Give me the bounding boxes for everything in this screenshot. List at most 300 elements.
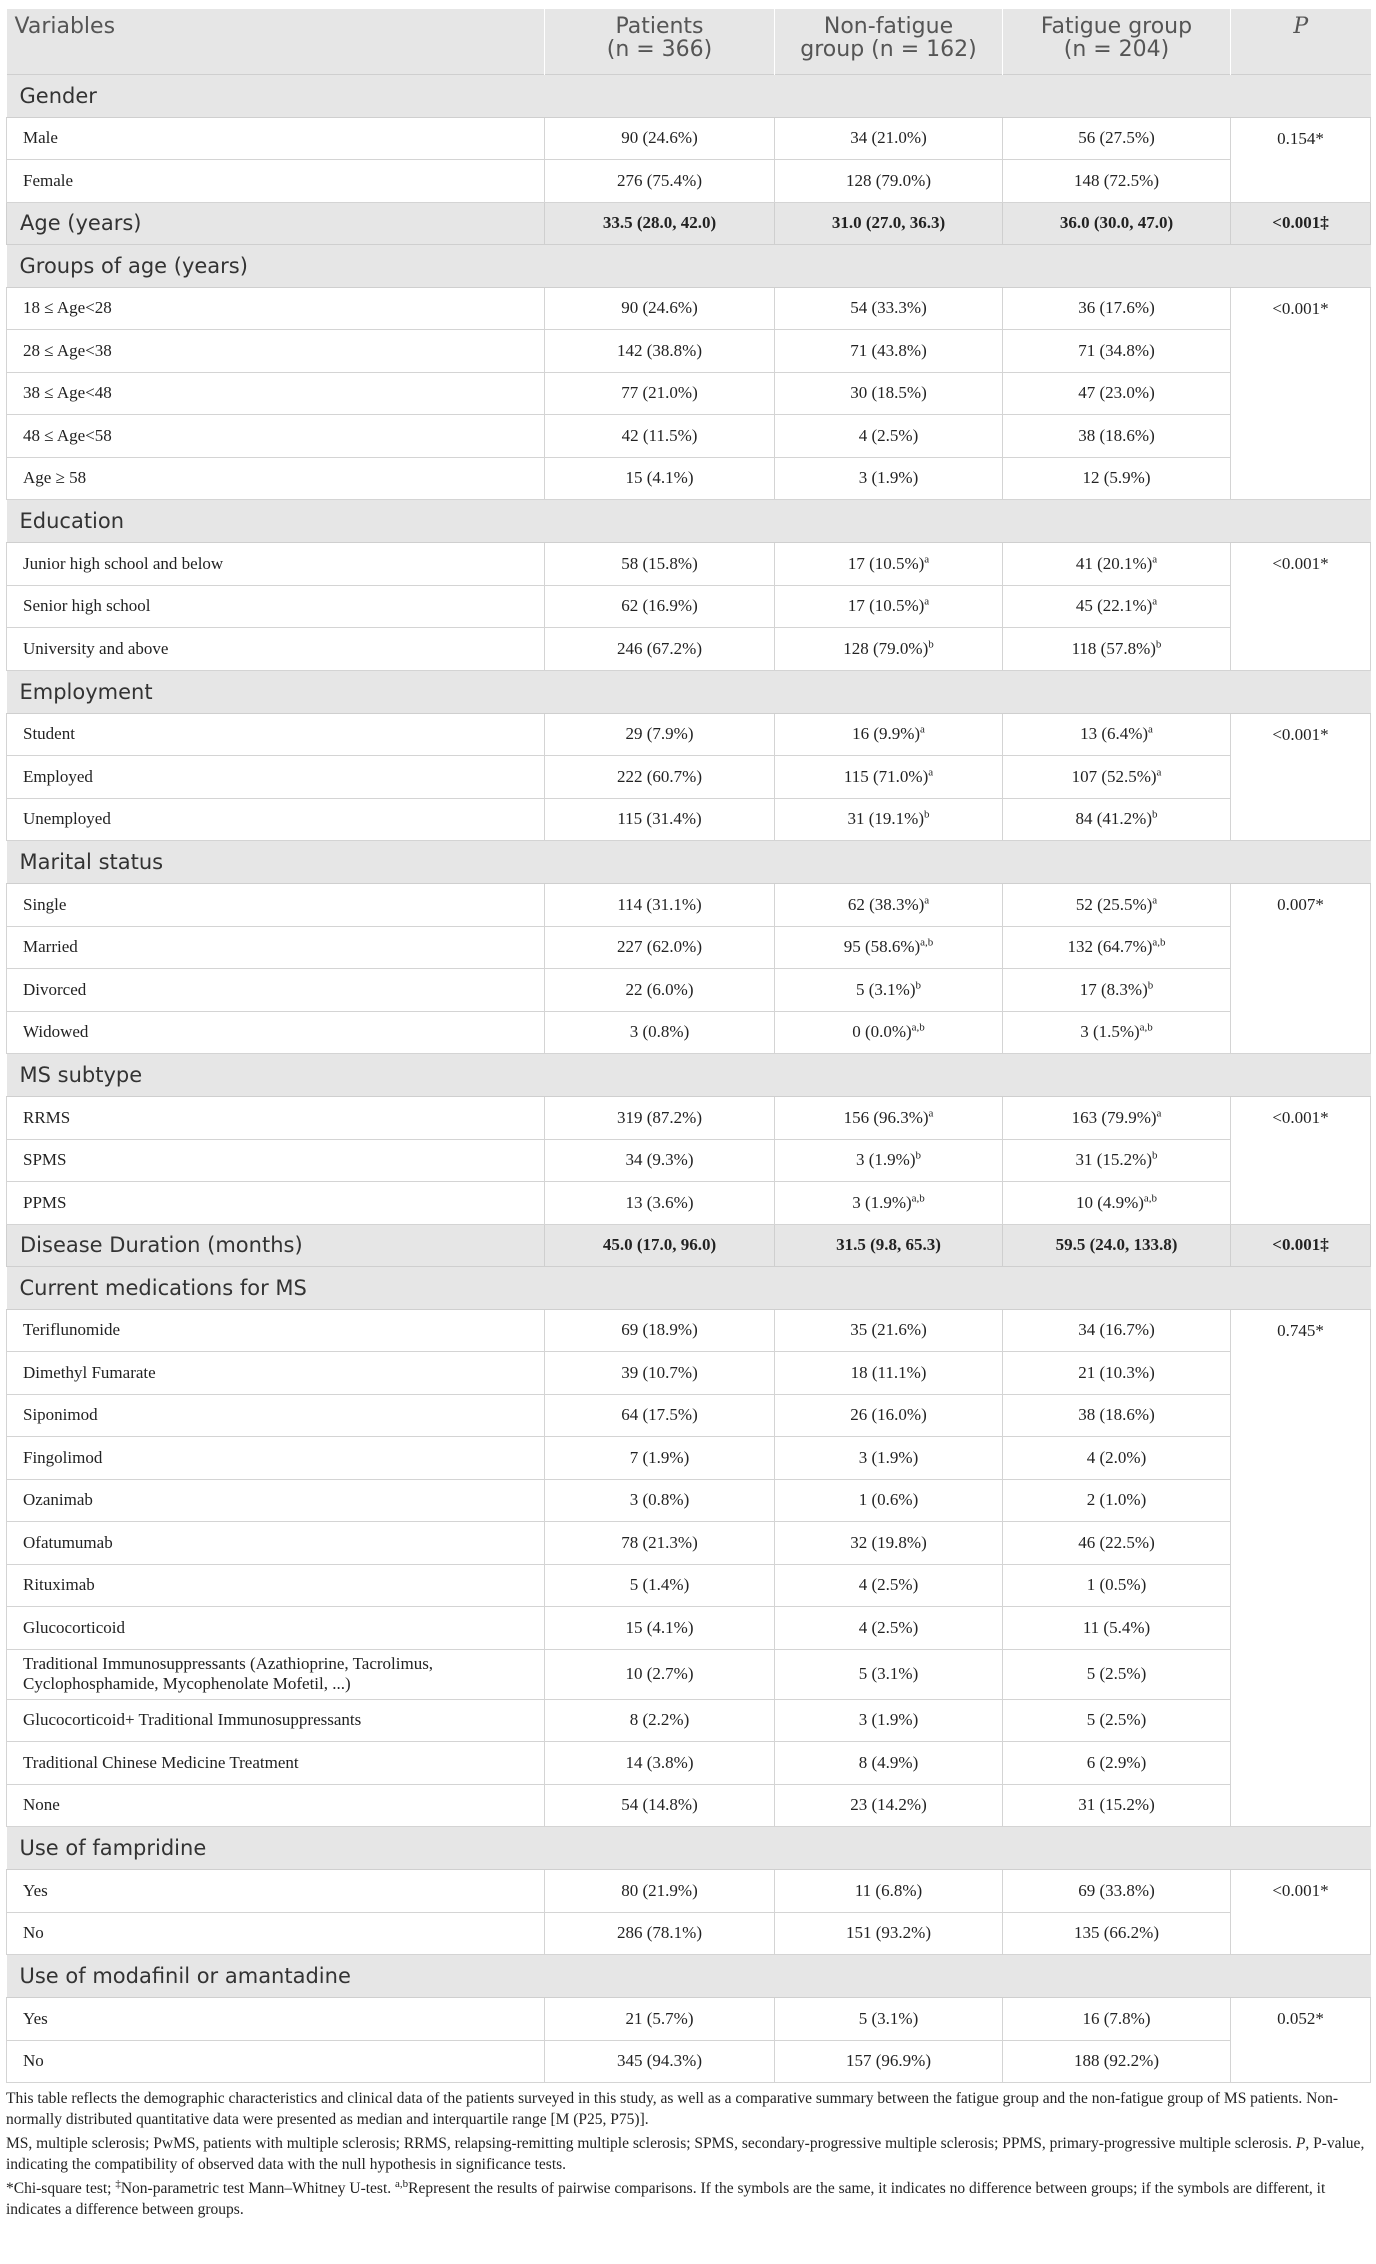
footnote-abbrev-text: MS, multiple sclerosis; PwMS, patients with multiple sclerosis; RRMS, relapsing-remitting multiple sclerosis; SPMS, secondary-progressive multiple sclerosis; PPMS, primary-progressive multiple sclerosis.	[6, 2135, 1292, 2152]
nonfatigue-value-text: 5 (3.1%)	[858, 2008, 919, 2028]
patients-value-text: 21 (5.7%)	[625, 2008, 694, 2028]
patients-value	[545, 585, 775, 628]
nonfatigue-value-superscript: a	[924, 595, 930, 608]
row-label-text: 38 ≤ Age<48	[23, 383, 112, 403]
table-row	[7, 1742, 1371, 1785]
fatigue-value-text: 118 (57.8%)	[1071, 638, 1156, 658]
row-label-text: Junior high school and below	[23, 553, 224, 573]
header-p	[1231, 9, 1371, 74]
nonfatigue-value	[775, 287, 1003, 330]
patients-value	[545, 1011, 775, 1054]
nonfatigue-value	[775, 1309, 1003, 1352]
nonfatigue-value-text: 17 (10.5%)	[847, 596, 925, 616]
row-label	[7, 1784, 545, 1827]
row-label	[7, 372, 545, 415]
nonfatigue-value	[775, 628, 1003, 671]
nonfatigue-value	[775, 1479, 1003, 1522]
nonfatigue-value-text: 30 (18.5%)	[850, 383, 927, 403]
fatigue-value-text: 188 (92.2%)	[1074, 2051, 1159, 2071]
table-body	[7, 74, 1371, 2083]
nonfatigue-value	[775, 372, 1003, 415]
patients-value-text: 345 (94.3%)	[617, 2051, 702, 2071]
row-label-text: Siponimod	[23, 1405, 98, 1425]
p-value: 0.007*	[1231, 884, 1371, 1054]
row-label-text: Traditional Immunosuppressants (Azathioprine, Tacrolimus,	[23, 1654, 434, 1673]
nonfatigue-value	[775, 1784, 1003, 1827]
table-footnotes	[6, 2089, 1370, 2220]
footnote-double-dagger: ‡	[115, 2177, 121, 2190]
patients-value-text: 13 (3.6%)	[625, 1192, 694, 1212]
header-patients-n: (n = 366)	[606, 37, 713, 62]
nonfatigue-value-superscript: a,b	[911, 1192, 925, 1205]
nonfatigue-value	[775, 2040, 1003, 2083]
table-row	[7, 628, 1371, 671]
fatigue-value-text: 71 (34.8%)	[1078, 340, 1155, 360]
row-label-text: Disease Duration (months)	[20, 1233, 303, 1257]
fatigue-value-superscript: a	[1152, 894, 1158, 907]
nonfatigue-value	[775, 1522, 1003, 1565]
table-row	[7, 1607, 1371, 1650]
table-row	[7, 585, 1371, 628]
nonfatigue-value	[775, 117, 1003, 160]
fatigue-value	[1003, 798, 1231, 841]
nonfatigue-value-superscript: b	[915, 979, 921, 992]
patients-value-text: 3 (0.8%)	[629, 1022, 690, 1042]
fatigue-value	[1003, 1564, 1231, 1607]
section-header-row	[7, 74, 1371, 117]
nonfatigue-value	[775, 457, 1003, 500]
fatigue-value-text: 6 (2.9%)	[1086, 1752, 1147, 1772]
footnote-tests	[6, 2179, 1370, 2220]
row-label-text: Employed	[23, 766, 93, 786]
row-label	[7, 628, 545, 671]
fatigue-value-text: 38 (18.6%)	[1078, 425, 1155, 445]
row-label	[7, 160, 545, 203]
nonfatigue-value-text: 32 (19.8%)	[850, 1532, 927, 1552]
footnote-p-text: , P-value, indicating the compatibility of observed data with the null hypothesis in significance tests.	[6, 2135, 1365, 2173]
nonfatigue-value-text: 71 (43.8%)	[850, 340, 927, 360]
table-row	[7, 969, 1371, 1012]
fatigue-value-text: 2 (1.0%)	[1086, 1490, 1147, 1510]
patients-value	[545, 1352, 775, 1395]
fatigue-value	[1003, 1784, 1231, 1827]
row-label	[7, 1011, 545, 1054]
fatigue-value	[1003, 372, 1231, 415]
nonfatigue-value-text: 8 (4.9%)	[858, 1752, 919, 1772]
row-label-text: None	[23, 1795, 60, 1815]
nonfatigue-value	[775, 202, 1003, 244]
fatigue-value-text: 34 (16.7%)	[1078, 1320, 1155, 1340]
row-label	[7, 1742, 545, 1785]
row-label	[7, 1309, 545, 1352]
nonfatigue-value	[775, 1097, 1003, 1140]
row-label-text: PPMS	[23, 1192, 67, 1212]
fatigue-value	[1003, 884, 1231, 927]
row-label	[7, 2040, 545, 2083]
row-label-text: 28 ≤ Age<38	[23, 340, 112, 360]
row-label	[7, 1437, 545, 1480]
fatigue-value	[1003, 457, 1231, 500]
nonfatigue-value	[775, 756, 1003, 799]
table-row	[7, 798, 1371, 841]
nonfatigue-value-superscript: b	[915, 1149, 921, 1162]
row-label	[7, 1699, 545, 1742]
patients-value-text: 222 (60.7%)	[617, 766, 702, 786]
fatigue-value	[1003, 1522, 1231, 1565]
row-label	[7, 1607, 545, 1650]
patients-value-text: 78 (21.3%)	[621, 1532, 698, 1552]
section-header: Employment	[7, 670, 1371, 713]
fatigue-value-text: 16 (7.8%)	[1082, 2008, 1151, 2028]
patients-value	[545, 756, 775, 799]
patients-value-text: 62 (16.9%)	[621, 596, 698, 616]
row-label	[7, 585, 545, 628]
nonfatigue-value-superscript: a,b	[920, 936, 934, 949]
section-header-row	[7, 500, 1371, 543]
p-value: 0.154*	[1231, 117, 1371, 202]
fatigue-value-text: 84 (41.2%)	[1075, 809, 1152, 829]
fatigue-value-text: 31 (15.2%)	[1078, 1795, 1155, 1815]
row-label-text: Divorced	[23, 979, 87, 999]
row-label-text: Ozanimab	[23, 1490, 93, 1510]
nonfatigue-value-text: 34 (21.0%)	[850, 128, 927, 148]
fatigue-value	[1003, 1097, 1231, 1140]
row-label	[7, 1649, 545, 1699]
nonfatigue-value-text: 35 (21.6%)	[850, 1320, 927, 1340]
patients-value-text: 54 (14.8%)	[621, 1795, 698, 1815]
fatigue-value-superscript: a	[1152, 553, 1158, 566]
fatigue-value	[1003, 2040, 1231, 2083]
row-label	[7, 884, 545, 927]
row-label	[7, 1564, 545, 1607]
nonfatigue-value-text: 3 (1.9%)	[858, 468, 919, 488]
fatigue-value	[1003, 202, 1231, 244]
fatigue-value-text: 56 (27.5%)	[1078, 128, 1155, 148]
patients-value	[545, 884, 775, 927]
table-row	[7, 372, 1371, 415]
table-row	[7, 1912, 1371, 1955]
table-row	[7, 1649, 1371, 1699]
footnote-p-symbol: P	[1295, 2135, 1306, 2152]
row-label-text: Glucocorticoid+ Traditional Immunosuppressants	[23, 1710, 362, 1730]
patients-value-text: 77 (21.0%)	[621, 383, 698, 403]
fatigue-value-superscript: a,b	[1139, 1021, 1153, 1034]
nonfatigue-value	[775, 1870, 1003, 1913]
table-row	[7, 756, 1371, 799]
row-label	[7, 756, 545, 799]
p-value: <0.001*	[1231, 1870, 1371, 1955]
nonfatigue-value-superscript: a	[928, 766, 934, 779]
table-row	[7, 1479, 1371, 1522]
nonfatigue-value-text: 31.5 (9.8, 65.3)	[836, 1235, 941, 1254]
nonfatigue-value	[775, 1352, 1003, 1395]
continuous-row	[7, 1224, 1371, 1266]
fatigue-value-text: 38 (18.6%)	[1078, 1405, 1155, 1425]
fatigue-value-text: 36 (17.6%)	[1078, 298, 1155, 318]
row-label	[7, 1224, 545, 1266]
nonfatigue-value	[775, 1224, 1003, 1266]
row-label-text: Teriflunomide	[23, 1320, 121, 1340]
footnote-pairwise: Represent the results of pairwise comparisons. If the symbols are the same, it indicates no difference between groups; if the symbols are different, it indicates a difference between groups.	[6, 2180, 1326, 2218]
nonfatigue-value	[775, 1182, 1003, 1225]
nonfatigue-value	[775, 798, 1003, 841]
fatigue-value	[1003, 1011, 1231, 1054]
patients-value-text: 5 (1.4%)	[629, 1575, 690, 1595]
patients-value	[545, 1139, 775, 1182]
row-label-text: Age ≥ 58	[23, 468, 87, 488]
section-header: Groups of age (years)	[7, 244, 1371, 287]
row-label	[7, 287, 545, 330]
patients-value	[545, 1097, 775, 1140]
row-label	[7, 798, 545, 841]
row-label-text-line2: Cyclophosphamide, Mycophenolate Mofetil, ...)	[23, 1674, 351, 1693]
footnote-chisq: *Chi-square test;	[6, 2180, 116, 2197]
fatigue-value-text: 163 (79.9%)	[1071, 1107, 1157, 1127]
fatigue-value	[1003, 1607, 1231, 1650]
patients-value	[545, 926, 775, 969]
p-value: 0.052*	[1231, 1998, 1371, 2083]
nonfatigue-value-text: 17 (10.5%)	[847, 553, 925, 573]
row-label-text: No	[23, 2051, 44, 2071]
patients-value	[545, 543, 775, 586]
patients-value	[545, 1182, 775, 1225]
row-label-text: Dimethyl Fumarate	[23, 1362, 156, 1382]
fatigue-value	[1003, 1912, 1231, 1955]
fatigue-value-text: 31 (15.2%)	[1075, 1150, 1152, 1170]
nonfatigue-value	[775, 713, 1003, 756]
row-label-text: Rituximab	[23, 1575, 95, 1595]
fatigue-value-text: 107 (52.5%)	[1071, 766, 1157, 786]
row-label-text: Age (years)	[20, 211, 142, 235]
section-header-row	[7, 1054, 1371, 1097]
nonfatigue-value-text: 1 (0.6%)	[858, 1490, 919, 1510]
table-row	[7, 926, 1371, 969]
section-header: MS subtype	[7, 1054, 1371, 1097]
section-header-row	[7, 841, 1371, 884]
nonfatigue-value-text: 0 (0.0%)	[852, 1022, 912, 1042]
fatigue-value	[1003, 926, 1231, 969]
p-value	[1231, 202, 1371, 244]
row-label	[7, 926, 545, 969]
table-row	[7, 1870, 1371, 1913]
fatigue-value	[1003, 1699, 1231, 1742]
patients-value-text: 227 (62.0%)	[617, 937, 702, 957]
nonfatigue-value-text: 5 (3.1%)	[858, 1664, 919, 1683]
patients-value-text: 90 (24.6%)	[621, 128, 698, 148]
footnote-abbreviations	[6, 2134, 1370, 2175]
nonfatigue-value	[775, 585, 1003, 628]
fatigue-value-text: 3 (1.5%)	[1080, 1022, 1140, 1042]
fatigue-value	[1003, 1649, 1231, 1699]
fatigue-value-superscript: a	[1148, 723, 1153, 736]
fatigue-value	[1003, 628, 1231, 671]
row-label-text: Widowed	[23, 1022, 89, 1042]
p-value: 0.745*	[1231, 1309, 1371, 1827]
fatigue-value-superscript: b	[1155, 638, 1162, 651]
fatigue-value	[1003, 713, 1231, 756]
section-header-row	[7, 1955, 1371, 1998]
p-value: <0.001*	[1231, 287, 1371, 500]
row-label	[7, 117, 545, 160]
footnote-description: This table reflects the demographic characteristics and clinical data of the patients surveyed in this study, as well as a comparative summary between the fatigue group and the non-fatigue group of MS patients. Non-normally distributed quantitative data were presented as median and interquartile range [M (P25, P75)].	[6, 2090, 1339, 2128]
patients-value	[545, 1607, 775, 1650]
fatigue-value-superscript: b	[1151, 808, 1158, 821]
fatigue-value-text: 59.5 (24.0, 133.8)	[1055, 1235, 1178, 1254]
fatigue-value-text: 47 (23.0%)	[1078, 383, 1155, 403]
header-fatigue-n: (n = 204)	[1063, 37, 1170, 62]
nonfatigue-value	[775, 1394, 1003, 1437]
table-row	[7, 713, 1371, 756]
nonfatigue-value-text: 3 (1.9%)	[858, 1447, 919, 1467]
patients-value	[545, 969, 775, 1012]
header-nonfatigue	[775, 9, 1003, 74]
nonfatigue-value-superscript: a	[920, 723, 925, 736]
nonfatigue-value	[775, 1011, 1003, 1054]
nonfatigue-value	[775, 884, 1003, 927]
fatigue-value-text: 12 (5.9%)	[1082, 468, 1151, 488]
patients-value-text: 39 (10.7%)	[621, 1362, 698, 1382]
nonfatigue-value-text: 62 (38.3%)	[847, 894, 925, 914]
patients-value	[545, 2040, 775, 2083]
nonfatigue-value-text: 54 (33.3%)	[850, 298, 927, 318]
header-nonfatigue-label: Non-fatigue	[823, 14, 954, 39]
table-row	[7, 1309, 1371, 1352]
patients-value-text: 286 (78.1%)	[617, 1923, 702, 1943]
patients-value	[545, 713, 775, 756]
row-label	[7, 202, 545, 244]
patients-value-text: 114 (31.1%)	[617, 894, 702, 914]
footnote-ab-sup: a,b	[395, 2177, 409, 2190]
row-label	[7, 1182, 545, 1225]
patients-value	[545, 287, 775, 330]
patients-value-text: 142 (38.8%)	[617, 340, 702, 360]
nonfatigue-value	[775, 1649, 1003, 1699]
row-label-text: Yes	[23, 2008, 48, 2028]
fatigue-value-superscript: a,b	[1143, 1192, 1158, 1205]
p-value	[1231, 1224, 1371, 1266]
fatigue-value	[1003, 1139, 1231, 1182]
table-row	[7, 2040, 1371, 2083]
table-row	[7, 543, 1371, 586]
fatigue-value	[1003, 543, 1231, 586]
fatigue-value-superscript: b	[1151, 1149, 1158, 1162]
nonfatigue-value	[775, 1139, 1003, 1182]
header-patients	[545, 9, 775, 74]
patients-value-text: 42 (11.5%)	[621, 425, 698, 445]
patients-value	[545, 457, 775, 500]
table-row	[7, 117, 1371, 160]
patients-value-text: 15 (4.1%)	[625, 468, 694, 488]
nonfatigue-value-text: 3 (1.9%)	[856, 1150, 916, 1170]
nonfatigue-value	[775, 1437, 1003, 1480]
table-row	[7, 160, 1371, 203]
fatigue-value	[1003, 756, 1231, 799]
table-row	[7, 1139, 1371, 1182]
fatigue-value-text: 17 (8.3%)	[1079, 979, 1148, 999]
fatigue-value	[1003, 415, 1231, 458]
patients-value	[545, 1870, 775, 1913]
nonfatigue-value-superscript: b	[928, 638, 934, 651]
row-label-text: University and above	[23, 638, 169, 658]
fatigue-value	[1003, 585, 1231, 628]
fatigue-value-text: 52 (25.5%)	[1075, 894, 1153, 914]
patients-value	[545, 415, 775, 458]
fatigue-value-text: 46 (22.5%)	[1078, 1532, 1155, 1552]
table-header	[7, 9, 1371, 74]
nonfatigue-value	[775, 969, 1003, 1012]
patients-value	[545, 330, 775, 373]
patients-value-text: 3 (0.8%)	[629, 1490, 690, 1510]
row-label-text: Fingolimod	[23, 1447, 103, 1467]
fatigue-value	[1003, 1309, 1231, 1352]
nonfatigue-value-text: 128 (79.0%)	[843, 638, 929, 658]
table-row	[7, 1784, 1371, 1827]
header-fatigue-label: Fatigue group	[1040, 14, 1193, 39]
row-label	[7, 713, 545, 756]
table-row	[7, 1352, 1371, 1395]
fatigue-value	[1003, 117, 1231, 160]
row-label	[7, 1479, 545, 1522]
nonfatigue-value-text: 11 (6.8%)	[854, 1880, 923, 1900]
fatigue-value-text: 148 (72.5%)	[1074, 170, 1159, 190]
p-value: <0.001*	[1231, 713, 1371, 841]
row-label	[7, 1522, 545, 1565]
nonfatigue-value	[775, 1742, 1003, 1785]
patients-value-text: 115 (31.4%)	[617, 809, 702, 829]
row-label-text: Single	[23, 894, 67, 914]
section-header: Gender	[7, 74, 1371, 117]
table-row	[7, 1437, 1371, 1480]
table-container	[6, 9, 1370, 2224]
row-label-text: 18 ≤ Age<28	[23, 298, 112, 318]
table-row	[7, 415, 1371, 458]
fatigue-value	[1003, 330, 1231, 373]
row-label-text: Senior high school	[23, 596, 151, 616]
row-label	[7, 1870, 545, 1913]
nonfatigue-value	[775, 415, 1003, 458]
patients-value-text: 34 (9.3%)	[625, 1150, 694, 1170]
nonfatigue-value-text: 95 (58.6%)	[843, 937, 921, 957]
patients-value-text: 319 (87.2%)	[617, 1107, 702, 1127]
fatigue-value	[1003, 1437, 1231, 1480]
table-row	[7, 1998, 1371, 2041]
fatigue-value	[1003, 1394, 1231, 1437]
section-header-row	[7, 670, 1371, 713]
fatigue-value-superscript: a	[1156, 1107, 1162, 1120]
nonfatigue-value-text: 5 (3.1%)	[856, 979, 916, 999]
nonfatigue-value-superscript: a	[924, 553, 930, 566]
fatigue-value-text: 45 (22.1%)	[1075, 596, 1153, 616]
patients-value	[545, 1784, 775, 1827]
patients-value	[545, 1564, 775, 1607]
patients-value-text: 10 (2.7%)	[625, 1664, 694, 1683]
row-label-text: Glucocorticoid	[23, 1617, 125, 1637]
fatigue-value-text: 13 (6.4%)	[1080, 724, 1149, 744]
table-row	[7, 330, 1371, 373]
nonfatigue-value-text: 3 (1.9%)	[852, 1192, 912, 1212]
header-variables: Variables	[7, 9, 545, 74]
patients-value	[545, 1479, 775, 1522]
continuous-row	[7, 202, 1371, 244]
row-label	[7, 330, 545, 373]
fatigue-value-text: 21 (10.3%)	[1078, 1362, 1155, 1382]
nonfatigue-value	[775, 1998, 1003, 2041]
nonfatigue-value-superscript: b	[923, 808, 930, 821]
section-header: Education	[7, 500, 1371, 543]
nonfatigue-value	[775, 1607, 1003, 1650]
fatigue-value-superscript: b	[1147, 979, 1154, 992]
patients-value-text: 14 (3.8%)	[625, 1752, 694, 1772]
